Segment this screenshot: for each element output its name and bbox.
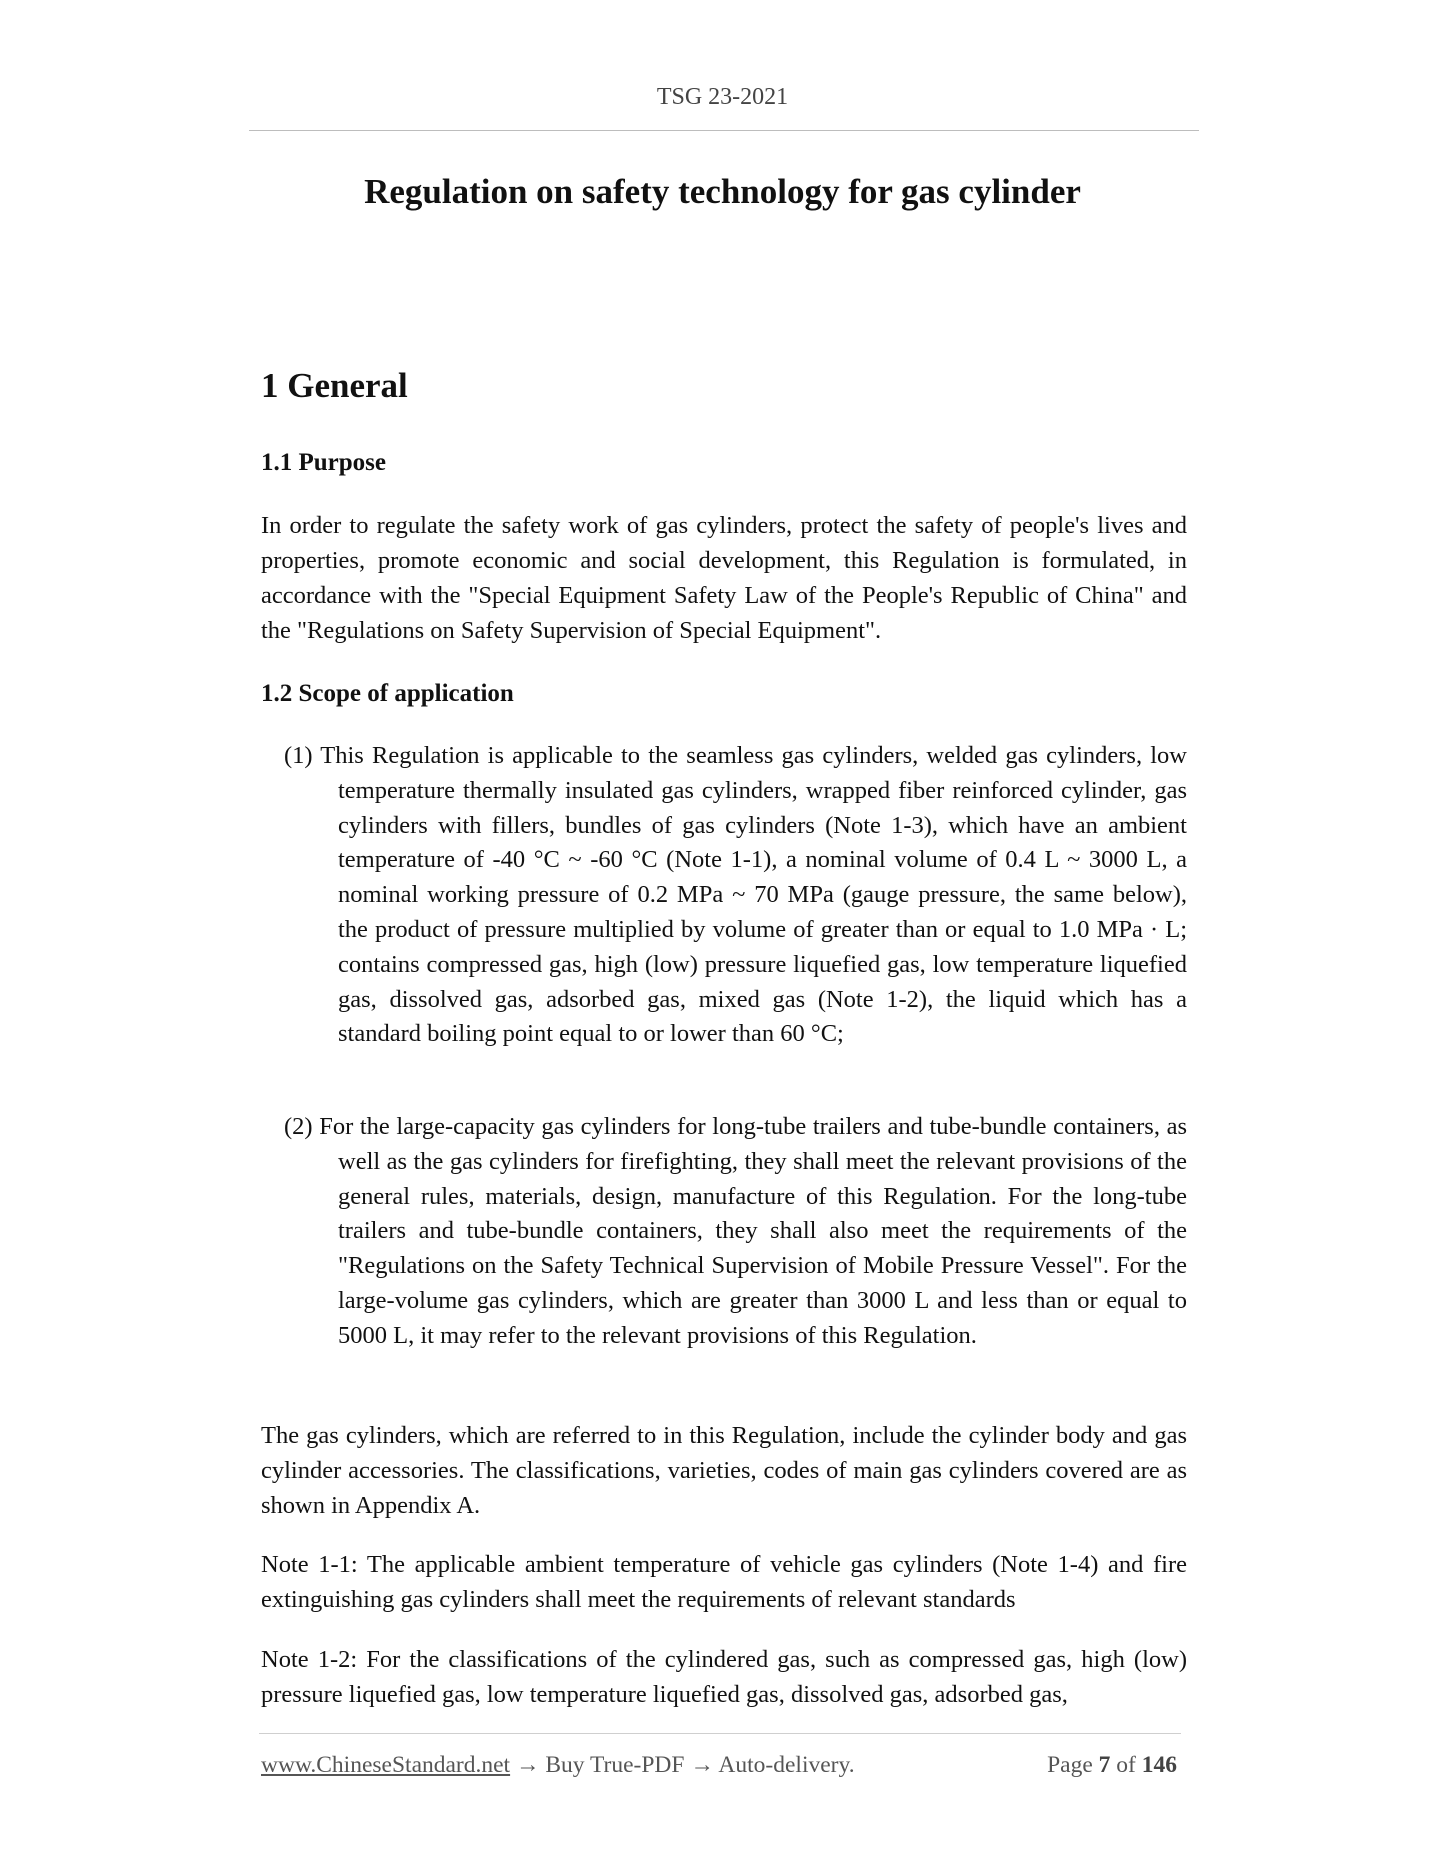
subsection-heading-scope: 1.2 Scope of application (261, 680, 514, 707)
note-1-1: Note 1-1: The applicable ambient temperature of vehicle gas cylinders (Note 1-4) and fire extinguishing gas cylinders shall meet the requirements of relevant standards (261, 1551, 1187, 1613)
site-link[interactable]: www.ChineseStandard.net (261, 1752, 511, 1778)
page-number (1047, 1752, 1177, 1779)
subsection-heading-purpose: 1.1 Purpose (261, 449, 386, 476)
page-current: 7 (1098, 1752, 1111, 1778)
auto-delivery-text: Auto-delivery. (718, 1752, 855, 1778)
note-1-2: Note 1-2: For the classifications of the cylindered gas, such as compressed gas, high (low) pressure liquefied gas, low temperature liquefied gas, dissolved gas, adsorbed gas, (261, 1646, 1187, 1708)
page-footer (261, 1752, 1181, 1779)
purpose-paragraph: In order to regulate the safety work of gas cylinders, protect the safety of people's lives and properties, promote economic and social development, this Regulation is formulated, in accordance with the "Special Equipment Safety Law of the People's Republic of China" and the "Regulations on Safety Supervision of Special Equipment". (261, 512, 1187, 644)
section-heading-general: 1 General (261, 366, 408, 405)
arrow-icon: → (690, 1752, 714, 1778)
scope-closing-paragraph: The gas cylinders, which are referred to in this Regulation, include the cylinder body and gas cylinder accessories. The classifications, varieties, codes of main gas cylinders covered are as shown in Appendix A. (261, 1422, 1187, 1519)
scope-item-2: (2) For the large-capacity gas cylinders for long-tube trailers and tube-bundle containers, as well as the gas cylinders for firefighting, they shall meet the relevant provisions of the general rules, materials, design, manufacture of this Regulation. For the long-tube trailers and tube-bundle containers, they shall also meet the requirements of the "Regulations on the Safety Technical Supervision of Mobile Pressure Vessel". For the large-volume gas cylinders, which are greater than 3000 L and less than or equal to 5000 L, it may refer to the relevant provisions of this Regulation. (284, 1113, 1187, 1349)
scope-item-1: (1) This Regulation is applicable to the seamless gas cylinders, welded gas cylinders, low temperature thermally insulated gas cylinders, wrapped fiber reinforced cylinder, gas cylinders with fillers, bundles of gas cylinders (Note 1-3), which have an ambient temperature of -40 °C ~ -60 °C (Note 1-1), a nominal volume of 0.4 L ~ 3000 L, a nominal working pressure of 0.2 MPa ~ 70 MPa (gauge pressure, the same below), the product of pressure multiplied by volume of greater than or equal to 1.0 MPa · L; contains compressed gas, high (low) pressure liquefied gas, low temperature liquefied gas, dissolved gas, adsorbed gas, mixed gas (Note 1-2), the liquid which has a standard boiling point equal to or lower than 60 °C; (284, 742, 1187, 1048)
document-title: Regulation on safety technology for gas cylinder (364, 172, 1081, 211)
arrow-icon: → (515, 1752, 540, 1778)
buy-pdf-text: Buy True-PDF (545, 1752, 685, 1778)
footer-divider (259, 1733, 1181, 1734)
running-header: TSG 23-2021 (656, 84, 789, 110)
page-label: Page (1047, 1752, 1093, 1778)
page-total: 146 (1141, 1752, 1177, 1778)
of-label: of (1116, 1752, 1136, 1778)
header-divider (249, 130, 1199, 131)
